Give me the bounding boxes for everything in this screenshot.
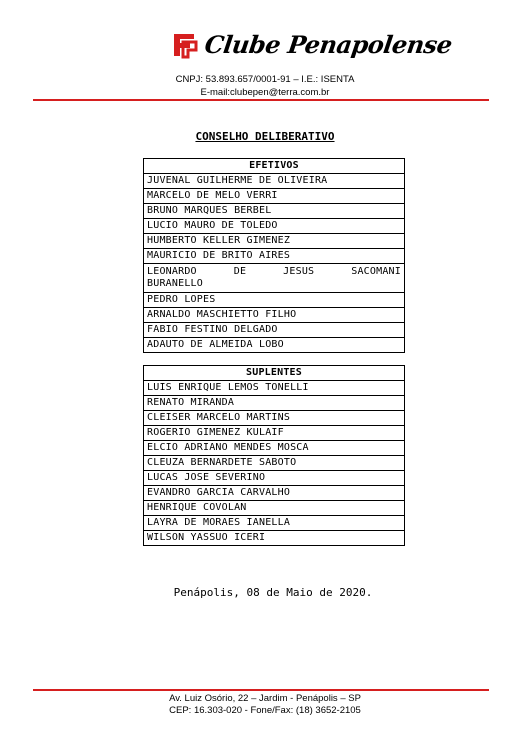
club-name-wordmark: Clube Penapolense xyxy=(202,30,454,59)
table-row xyxy=(144,338,405,353)
member-name: CLEUZA BERNARDETE SABOTO xyxy=(144,456,405,471)
member-name: LUCAS JOSE SEVERINO xyxy=(144,471,405,486)
table-row xyxy=(144,531,405,546)
table-row xyxy=(144,456,405,471)
table-row xyxy=(144,323,405,338)
cnpj-line: CNPJ: 53.893.657/0001-91 – I.E.: ISENTA xyxy=(175,74,355,85)
email-line: E-mail:clubepen@terra.com.br xyxy=(200,87,330,98)
efetivos-heading: EFETIVOS xyxy=(144,159,405,174)
letterhead xyxy=(0,0,530,100)
member-name: ROGERIO GIMENEZ KULAIF xyxy=(144,426,405,441)
member-name: ELCIO ADRIANO MENDES MOSCA xyxy=(144,441,405,456)
member-name: MAURICIO DE BRITO AIRES xyxy=(144,249,405,264)
member-name: RENATO MIRANDA xyxy=(144,396,405,411)
table-row xyxy=(144,219,405,234)
member-name: LUIS ENRIQUE LEMOS TONELLI xyxy=(144,381,405,396)
member-name: LUCIO MAURO DE TOLEDO xyxy=(144,219,405,234)
table-row xyxy=(144,471,405,486)
table-row xyxy=(144,516,405,531)
table-row xyxy=(144,381,405,396)
member-name: EVANDRO GARCIA CARVALHO xyxy=(144,486,405,501)
club-monogram-logo xyxy=(170,30,200,60)
table-row xyxy=(144,426,405,441)
member-name: CLEISER MARCELO MARTINS xyxy=(144,411,405,426)
table-row xyxy=(144,501,405,516)
table-row xyxy=(144,189,405,204)
table-row xyxy=(144,249,405,264)
member-name-line-1: LEONARDO DE JESUS SACOMANI xyxy=(147,266,401,277)
member-name: LAYRA DE MORAES IANELLA xyxy=(144,516,405,531)
table-row xyxy=(144,396,405,411)
member-name: MARCELO DE MELO VERRI xyxy=(144,189,405,204)
member-name: WILSON YASSUO ICERI xyxy=(144,531,405,546)
table-row xyxy=(144,293,405,308)
member-name: HUMBERTO KELLER GIMENEZ xyxy=(144,234,405,249)
member-name: HENRIQUE COVOLAN xyxy=(144,501,405,516)
footer-contact: CEP: 16.303-020 - Fone/Fax: (18) 3652-2105 xyxy=(169,705,361,716)
footer-address: Av. Luiz Osório, 22 – Jardim - Penápolis – SP xyxy=(169,693,361,704)
member-name: PEDRO LOPES xyxy=(144,293,405,308)
table-row xyxy=(144,264,405,293)
member-name: ADAUTO DE ALMEIDA LOBO xyxy=(144,338,405,353)
table-row xyxy=(144,441,405,456)
suplentes-heading: SUPLENTES xyxy=(144,366,405,381)
table-row xyxy=(144,204,405,219)
table-row xyxy=(144,411,405,426)
place-and-date: Penápolis, 08 de Maio de 2020. xyxy=(173,586,373,599)
suplentes-table xyxy=(143,365,405,546)
document-title: CONSELHO DELIBERATIVO xyxy=(195,130,335,143)
member-name-line-2: BURANELLO xyxy=(147,278,203,289)
table-row xyxy=(144,234,405,249)
member-name: BRUNO MARQUES BERBEL xyxy=(144,204,405,219)
efetivos-table xyxy=(143,158,405,353)
member-name: ARNALDO MASCHIETTO FILHO xyxy=(144,308,405,323)
member-name: FABIO FESTINO DELGADO xyxy=(144,323,405,338)
footer-divider xyxy=(33,689,489,691)
member-name: JUVENAL GUILHERME DE OLIVEIRA xyxy=(144,174,405,189)
table-row xyxy=(144,308,405,323)
header-divider xyxy=(33,99,489,101)
member-name-multiline xyxy=(144,264,405,293)
table-row xyxy=(144,486,405,501)
table-row xyxy=(144,174,405,189)
